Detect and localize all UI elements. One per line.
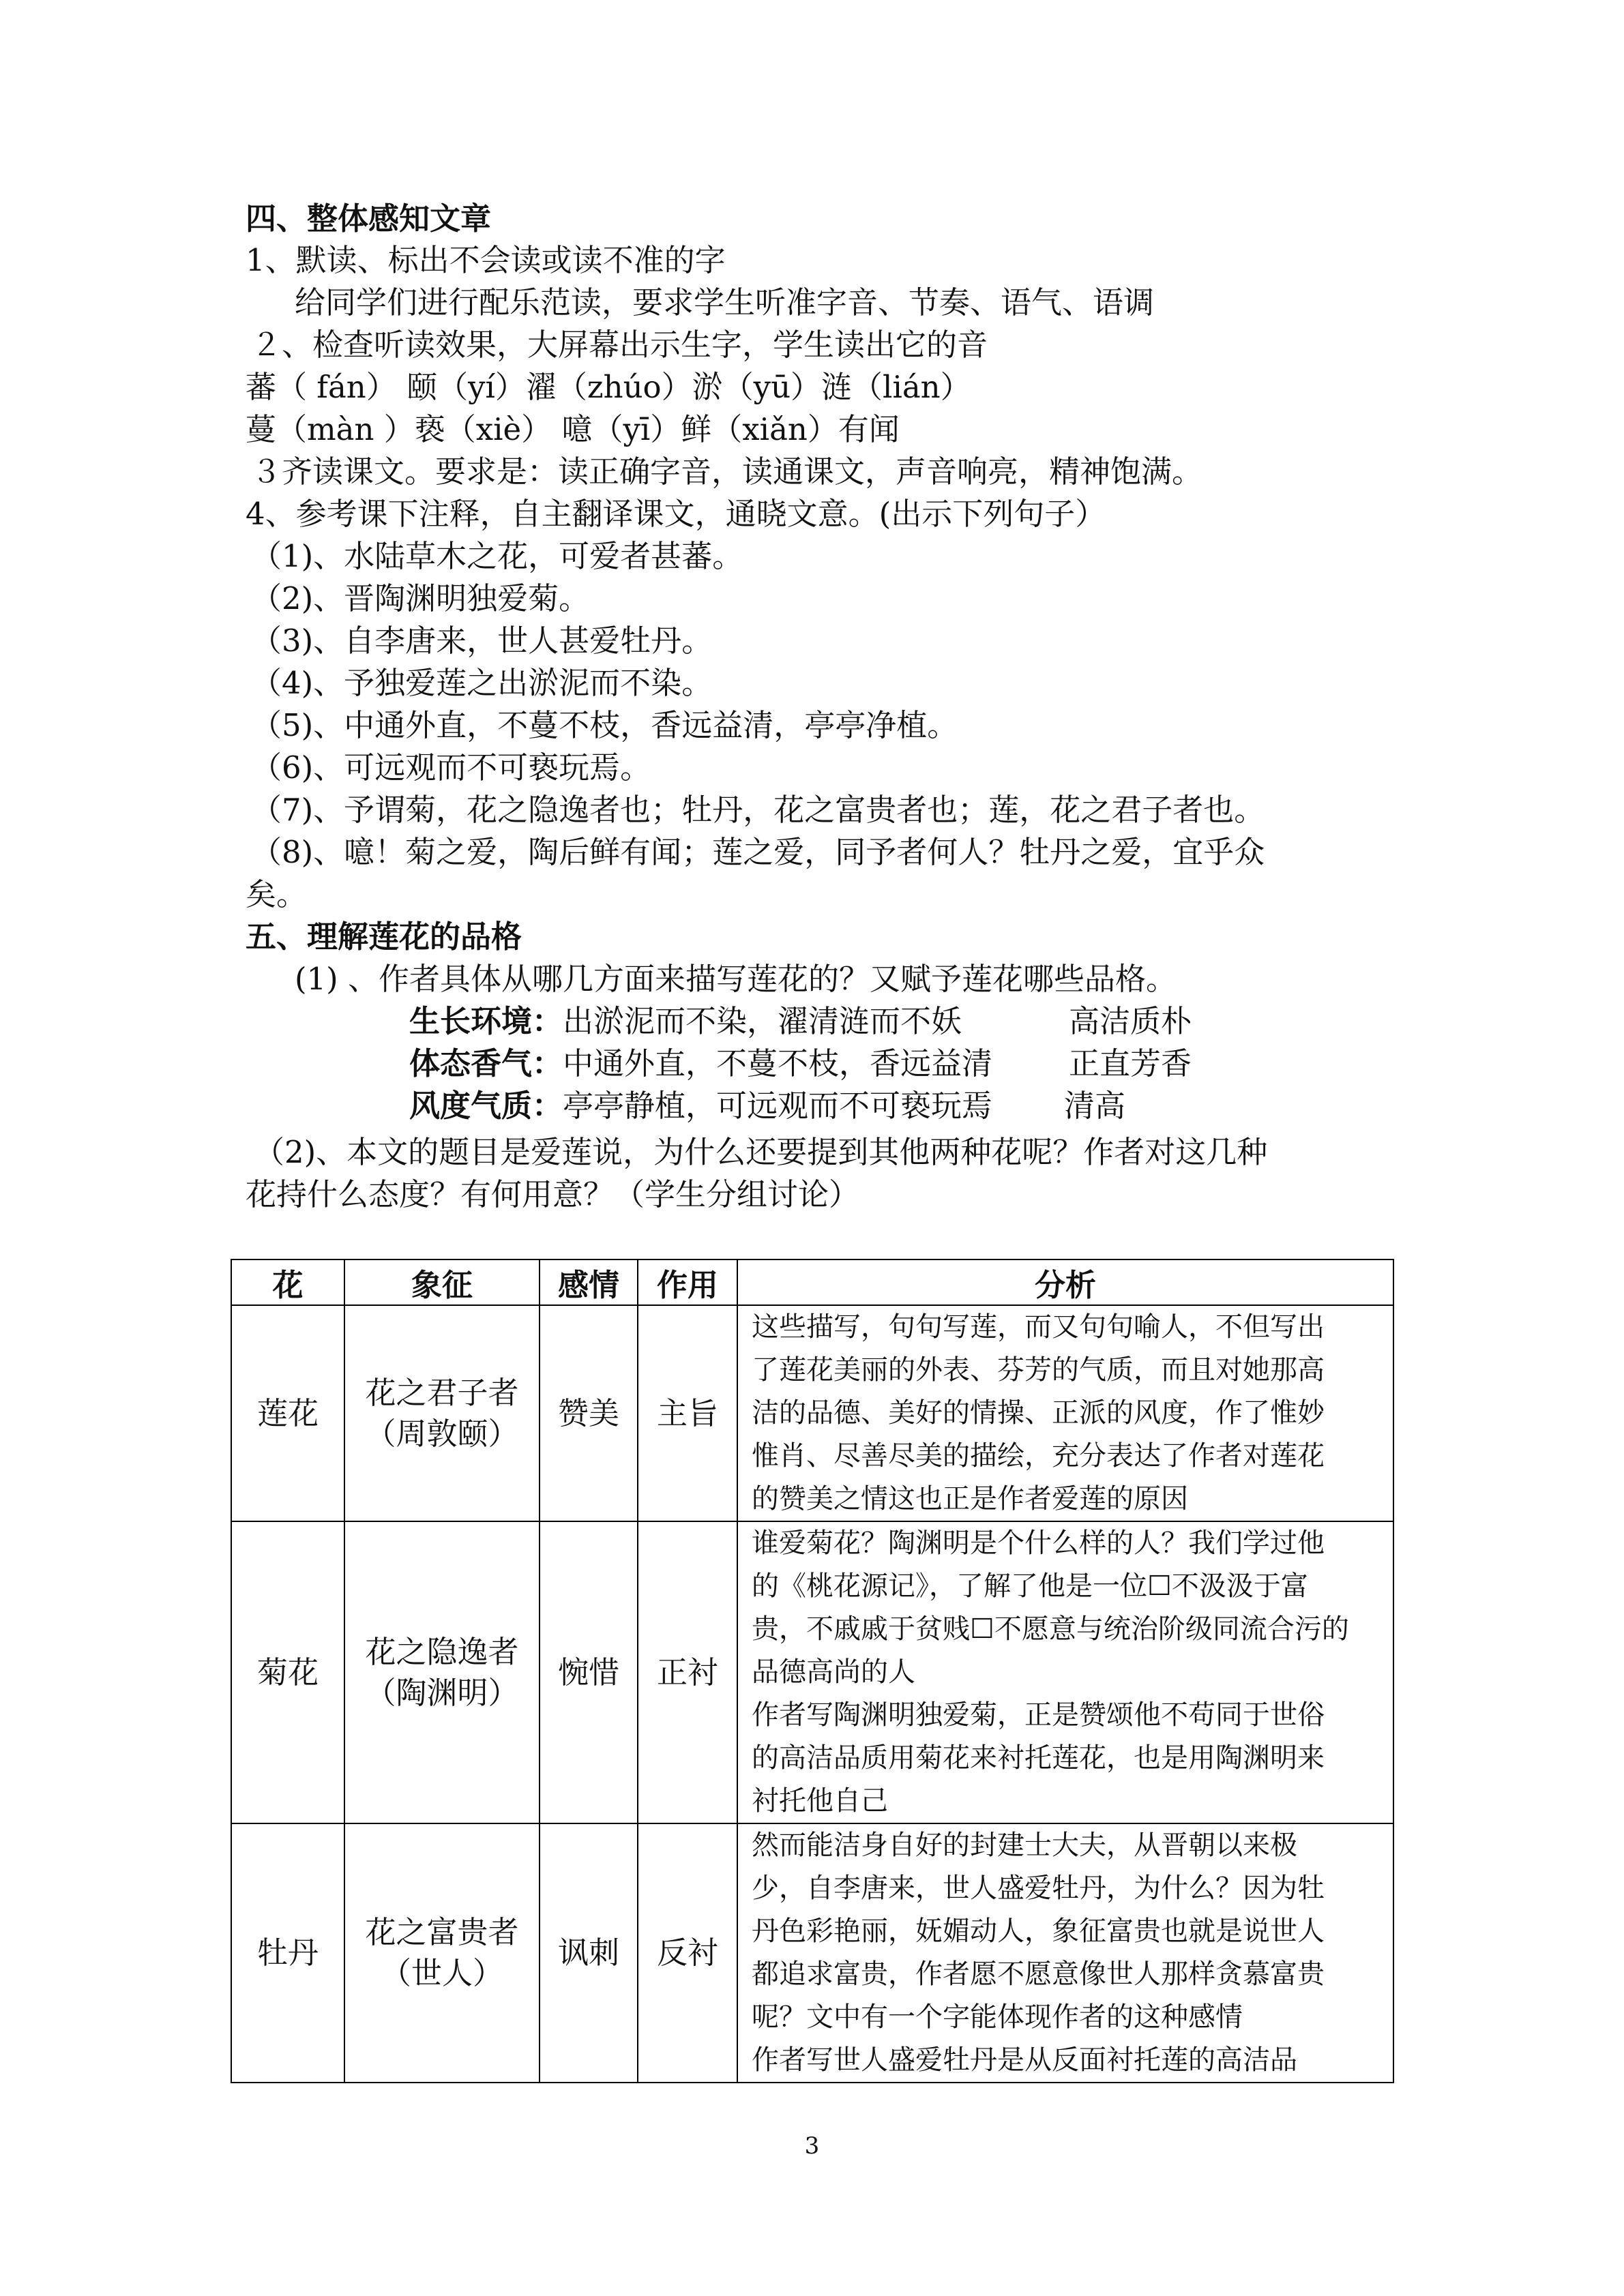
analysis-line: 作者写世人盛爱牡丹是从反面衬托莲的高洁品 [752, 2044, 1297, 2076]
symbol-cell [344, 1305, 540, 1521]
analysis-line: 惟肖、尽善尽美的描绘，充分表达了作者对莲花 [752, 1440, 1325, 1472]
aspect-row [409, 1086, 992, 1127]
analysis-line: 洁的品德、美好的情操、正派的风度，作了惟妙 [752, 1397, 1325, 1429]
pinyin-row-2: 蔓（màn ）亵（xiè） 噫（yī）鲜（xiǎn）有闻 [246, 411, 900, 447]
symbol-cell [344, 1521, 540, 1823]
step1-text: 1、默读、标出不会读或读不准的字 [246, 242, 726, 278]
analysis-line: 的《桃花源记》，了解了他是一位☐不汲汲于富 [752, 1570, 1308, 1602]
aspect-label: 生长环境： [409, 1003, 563, 1039]
emotion-cell: 讽刺 [540, 1823, 638, 2083]
header-flower: 花 [231, 1259, 344, 1305]
section5-heading: 五、理解莲花的品格 [246, 919, 522, 955]
sentence-7: （7)、予谓菊，花之隐逸者也；牡丹，花之富贵者也；莲，花之君子者也。 [251, 792, 1265, 828]
analysis-line: 了莲花美丽的外表、芬芳的气质，而且对她那高 [752, 1354, 1325, 1386]
emotion-cell: 惋惜 [540, 1521, 638, 1823]
analysis-line: 的赞美之情这也正是作者爱莲的原因 [752, 1483, 1188, 1515]
sentence-1: （1)、水陆草木之花，可爱者甚蕃。 [251, 538, 743, 574]
analysis-line: 然而能洁身自好的封建士大夫，从晋朝以来极 [752, 1830, 1297, 1861]
section4-heading: 四、整体感知文章 [246, 200, 492, 237]
analysis-line: 都追求富贵，作者愿不愿意像世人那样贪慕富贵 [752, 1958, 1325, 1990]
table-row [231, 1305, 1393, 1521]
question-1: (1) 、作者具体从哪几方面来描写莲花的？又赋予莲花哪些品格。 [295, 961, 1177, 997]
flower-cell: 莲花 [231, 1305, 344, 1521]
emotion-cell: 赞美 [540, 1305, 638, 1521]
table-row [231, 1823, 1393, 2083]
sentence-8-continued: 矣。 [246, 876, 308, 912]
symbol-person: （世人） [380, 1955, 503, 1991]
table-row [231, 1521, 1393, 1823]
role-cell: 主旨 [638, 1305, 737, 1521]
analysis-cell [737, 1521, 1393, 1823]
aspect-label: 体态香气： [409, 1045, 563, 1082]
symbol-line: 花之隐逸者 [365, 1633, 519, 1670]
analysis-line: 丹色彩艳丽，妩媚动人，象征富贵也就是说世人 [752, 1915, 1325, 1947]
pinyin-row-1: 蕃（ fán） 颐（yí）濯（zhúo）淤（yū）涟（lián） [246, 369, 971, 405]
role-cell: 反衬 [638, 1823, 737, 2083]
analysis-line: 谁爱菊花？陶渊明是个什么样的人？我们学过他 [752, 1527, 1325, 1559]
question-2-line-2: 花持什么态度？有何用意？（学生分组讨论） [246, 1176, 860, 1212]
page-number: 3 [804, 2132, 820, 2160]
header-emotion: 感情 [540, 1259, 638, 1305]
sentence-8: （8)、噫！菊之爱，陶后鲜有闻；莲之爱，同予者何人？牡丹之爱，宜乎众 [251, 834, 1265, 870]
analysis-line: 贵，不戚戚于贫贱☐不愿意与统治阶级同流合污的 [752, 1613, 1349, 1645]
aspect-text: 出淤泥而不染，濯清涟而不妖 [563, 1003, 962, 1039]
analysis-line: 这些描写，句句写莲，而又句句喻人，不但写出 [752, 1311, 1325, 1343]
header-analysis: 分析 [737, 1259, 1393, 1305]
aspect-quality: 正直芳香 [1069, 1045, 1192, 1082]
flower-cell: 牡丹 [231, 1823, 344, 2083]
header-role: 作用 [638, 1259, 737, 1305]
aspect-quality: 清高 [1064, 1088, 1126, 1124]
analysis-line: 作者写陶渊明独爱菊，正是赞颂他不苟同于世俗 [752, 1699, 1325, 1731]
header-symbol: 象征 [344, 1259, 540, 1305]
sentence-3: （3)、自李唐来，世人甚爱牡丹。 [251, 623, 713, 659]
aspect-row [409, 1043, 992, 1084]
aspect-row [409, 1001, 962, 1042]
step2-text: ２、检查听读效果，大屏幕出示生字，学生读出它的音 [251, 327, 988, 363]
step3-text: ３齐读课文。要求是：读正确字音，读通课文，声音响亮，精神饱满。 [251, 453, 1203, 490]
table-header-row [231, 1259, 1393, 1305]
sentence-2: （2)、晋陶渊明独爱菊。 [251, 580, 590, 616]
flower-cell: 菊花 [231, 1521, 344, 1823]
sentence-5: （5)、中通外直，不蔓不枝，香远益清，亭亭净植。 [251, 707, 958, 743]
analysis-cell [737, 1305, 1393, 1521]
aspect-quality: 高洁质朴 [1069, 1003, 1192, 1039]
aspect-text: 中通外直，不蔓不枝，香远益清 [563, 1045, 993, 1082]
analysis-table [231, 1259, 1394, 2083]
aspect-text: 亭亭静植，可远观而不可亵玩焉 [563, 1088, 993, 1124]
analysis-line: 品德高尚的人 [752, 1656, 915, 1688]
sentence-4: （4)、予独爱莲之出淤泥而不染。 [251, 665, 713, 701]
step1-detail: 给同学们进行配乐范读，要求学生听准字音、节奏、语气、语调 [295, 284, 1155, 320]
analysis-line: 呢？文中有一个字能体现作者的这种感情 [752, 2001, 1243, 2033]
symbol-cell [344, 1823, 540, 2083]
analysis-line: 少，自李唐来，世人盛爱牡丹，为什么？因为牡 [752, 1873, 1325, 1904]
role-cell: 正衬 [638, 1521, 737, 1823]
aspect-label: 风度气质： [409, 1088, 563, 1124]
symbol-line: 花之富贵者 [365, 1914, 519, 1950]
symbol-line: 花之君子者 [365, 1374, 519, 1411]
sentence-6: （6)、可远观而不可亵玩焉。 [251, 749, 651, 786]
question-2-line-1: （2)、本文的题目是爱莲说，为什么还要提到其他两种花呢？作者对这几种 [254, 1134, 1268, 1170]
analysis-cell [737, 1823, 1393, 2083]
analysis-line: 衬托他自己 [752, 1785, 888, 1817]
symbol-person: （陶渊明） [365, 1674, 519, 1711]
step4-text: 4、参考课下注释，自主翻译课文，通晓文意。(出示下列句子） [246, 496, 1106, 532]
analysis-line: 的高洁品质用菊花来衬托莲花，也是用陶渊明来 [752, 1742, 1325, 1774]
symbol-person: （周敦颐） [365, 1415, 519, 1452]
